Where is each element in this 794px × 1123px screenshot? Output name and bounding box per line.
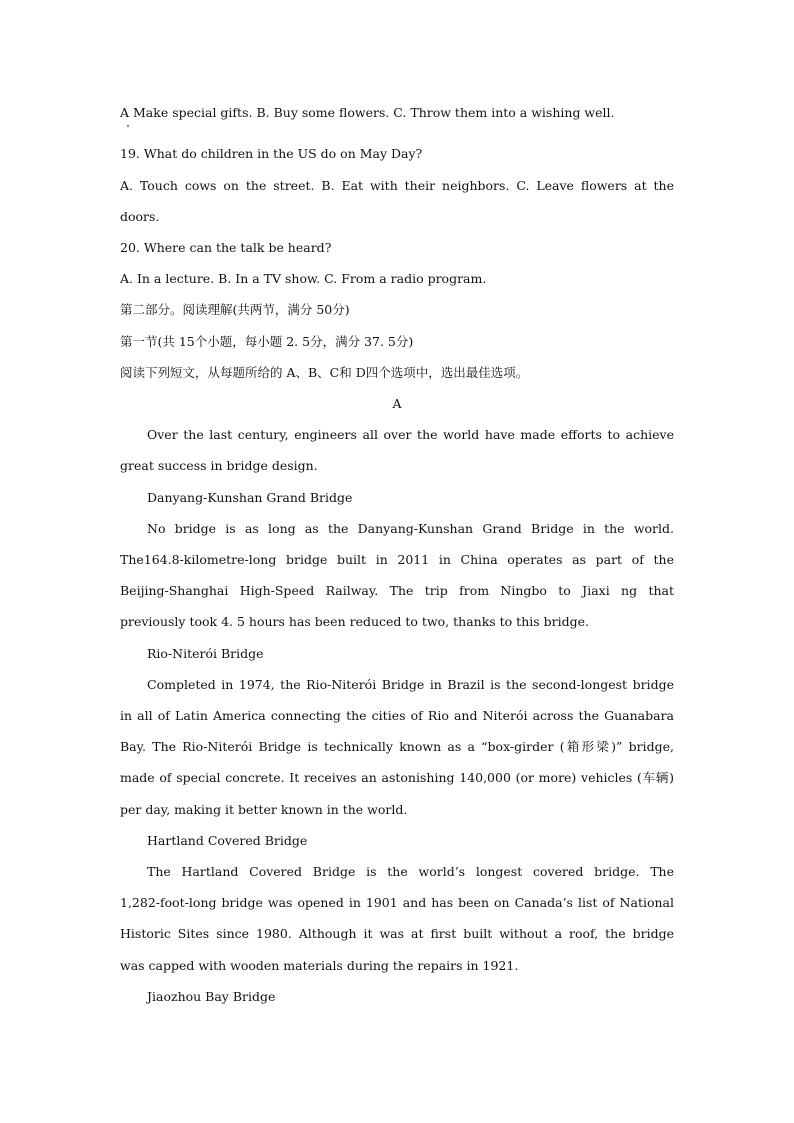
q19-options-cont: doors.: [120, 209, 160, 224]
danyang-line-3: Beijing-Shanghai High-Speed Railway. The trip from Ningbo to Jiaxi ng that: [120, 583, 674, 598]
rio-line-2: in all of Latin America connecting the cities of Rio and Niterói across the Guanabara: [120, 708, 674, 723]
section-one-heading: 第一节(共 15个小题，每小题 2. 5分，满分 37. 5分): [120, 334, 414, 349]
danyang-line-4: previously took 4. 5 hours has been reduced to two, thanks to this bridge.: [120, 614, 589, 629]
passage-label: A: [392, 396, 402, 411]
heading-rio-niteroi-bridge: Rio-Niterói Bridge: [147, 646, 264, 661]
intro-paragraph-line-1: Over the last century, engineers all over the world have made efforts to achieve: [147, 427, 674, 442]
q20-options: A. In a lecture. B. In a TV show. C. From a radio program.: [120, 271, 487, 286]
section-part-two-heading: 第二部分。阅读理解(共两节，满分 50分): [120, 302, 350, 317]
heading-hartland-bridge: Hartland Covered Bridge: [147, 833, 308, 848]
reading-instructions: 阅读下列短文，从每题所给的 A、B、C和 D四个选项中，选出最佳选项。: [120, 365, 529, 380]
heading-danyang-bridge: Danyang-Kunshan Grand Bridge: [147, 490, 353, 505]
q20-question: 20. Where can the talk be heard?: [120, 240, 332, 255]
danyang-line-2: The164.8-kilometre-long bridge built in 2011 in China operates as part of the: [120, 552, 674, 567]
rio-line-5: per day, making it better known in the world.: [120, 802, 408, 817]
q18-options: A Make special gifts. B. Buy some flowers. C. Throw them into a wishing well.: [120, 105, 615, 120]
danyang-line-1: No bridge is as long as the Danyang-Kunshan Grand Bridge in the world.: [147, 521, 674, 536]
rio-line-4: made of special concrete. It receives an astonishing 140,000 (or more) vehicles (车辆): [120, 770, 674, 785]
q19-options: A. Touch cows on the street. B. Eat with their neighbors. C. Leave flowers at the: [120, 178, 674, 193]
rio-line-1: Completed in 1974, the Rio-Niterói Bridge in Brazil is the second-longest bridge: [147, 677, 674, 692]
hartland-line-2: 1,282-foot-long bridge was opened in 1901 and has been on Canada’s list of National: [120, 895, 674, 910]
hartland-line-3: Historic Sites since 1980. Although it was at first built without a roof, the bridge: [120, 926, 674, 941]
heading-jiaozhou-bridge: Jiaozhou Bay Bridge: [147, 989, 276, 1004]
intro-paragraph-line-2: great success in bridge design.: [120, 458, 318, 473]
hartland-line-1: The Hartland Covered Bridge is the world’s longest covered bridge. The: [147, 864, 674, 879]
hartland-line-4: was capped with wooden materials during the repairs in 1921.: [120, 958, 519, 973]
rio-line-3: Bay. The Rio-Niterói Bridge is technically known as a “box-girder (箱形梁)” bridge,: [120, 739, 674, 754]
q19-question: 19. What do children in the US do on May Day?: [120, 146, 423, 161]
stray-mark: [127, 125, 129, 127]
